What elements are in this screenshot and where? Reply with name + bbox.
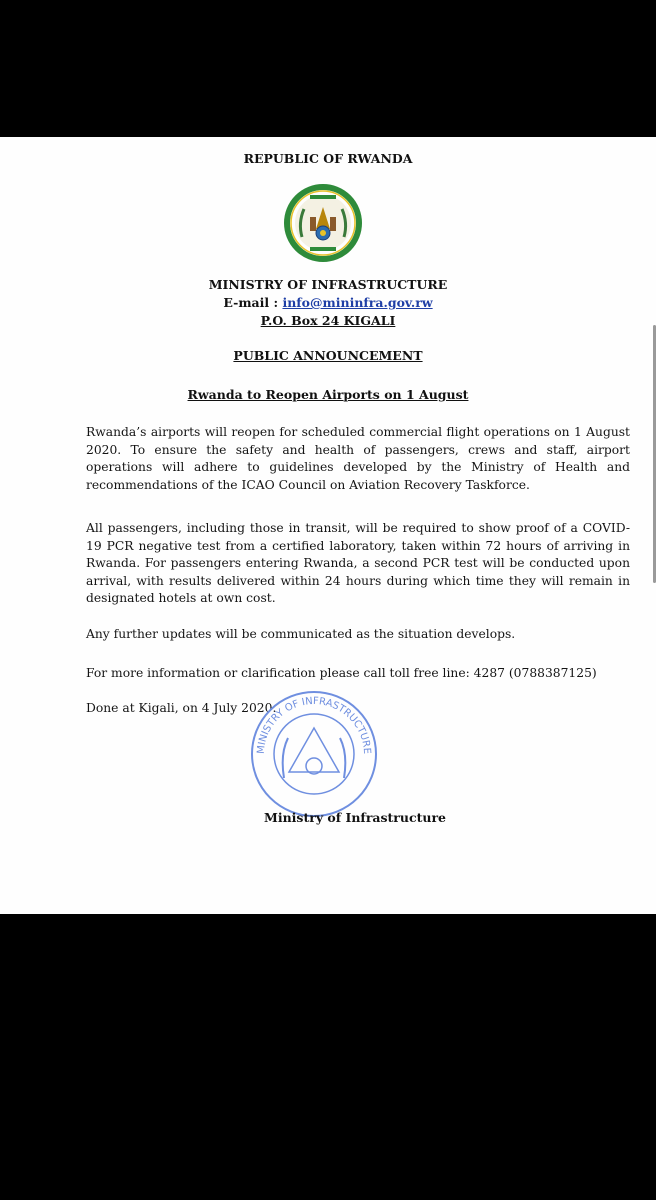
paragraph-contact: For more information or clarification please call toll free line: 4287 (0788387125): [86, 666, 597, 680]
country-heading: REPUBLIC OF RWANDA: [243, 151, 413, 166]
email-line: [0, 295, 656, 310]
done-at-line: Done at Kigali, on 4 July 2020.: [86, 701, 277, 715]
announcement-title: [0, 387, 656, 402]
announcement-heading: [0, 348, 656, 363]
announcement-title-text: Rwanda to Reopen Airports on 1 August: [187, 387, 469, 402]
rwanda-coat-of-arms-emblem: [280, 183, 366, 263]
ministry-heading: MINISTRY OF INFRASTRUCTURE: [208, 277, 448, 292]
signoff-ministry: Ministry of Infrastructure: [264, 810, 446, 825]
email-link[interactable]: info@mininfra.gov.rw: [282, 295, 433, 310]
po-box: P.O. Box 24 KIGALI: [260, 313, 396, 328]
paragraph-reopening: Rwanda’s airports will reopen for scheduled commercial flight operations on 1 August 2020. To ensure the safety and health of passengers, crews and staff, airport operations will adhere to guidelines developed by the Ministry of Health and recommendations of the ICAO Council on Aviation Recovery Taskforce.: [86, 425, 630, 492]
email-label: E-mail :: [223, 295, 283, 310]
stamp-ring-text: MINISTRY OF INFRASTRUCTURE: [255, 695, 373, 755]
paragraph-pcr-requirements: All passengers, including those in transit, will be required to show proof of a COVID-19 PCR negative test from a certified laboratory, taken within 72 hours of arriving in Rwanda. For passengers entering Rwanda, a second PCR test will be conducted upon arrival, with results delivered within 24 hours during which time they will remain in designated hotels at own cost.: [86, 521, 630, 605]
ministry-stamp-seal: [244, 688, 384, 820]
paragraph-updates: Any further updates will be communicated as the situation develops.: [86, 627, 516, 641]
po-box-line: [0, 313, 656, 328]
announcement-heading-text: PUBLIC ANNOUNCEMENT: [233, 348, 423, 363]
